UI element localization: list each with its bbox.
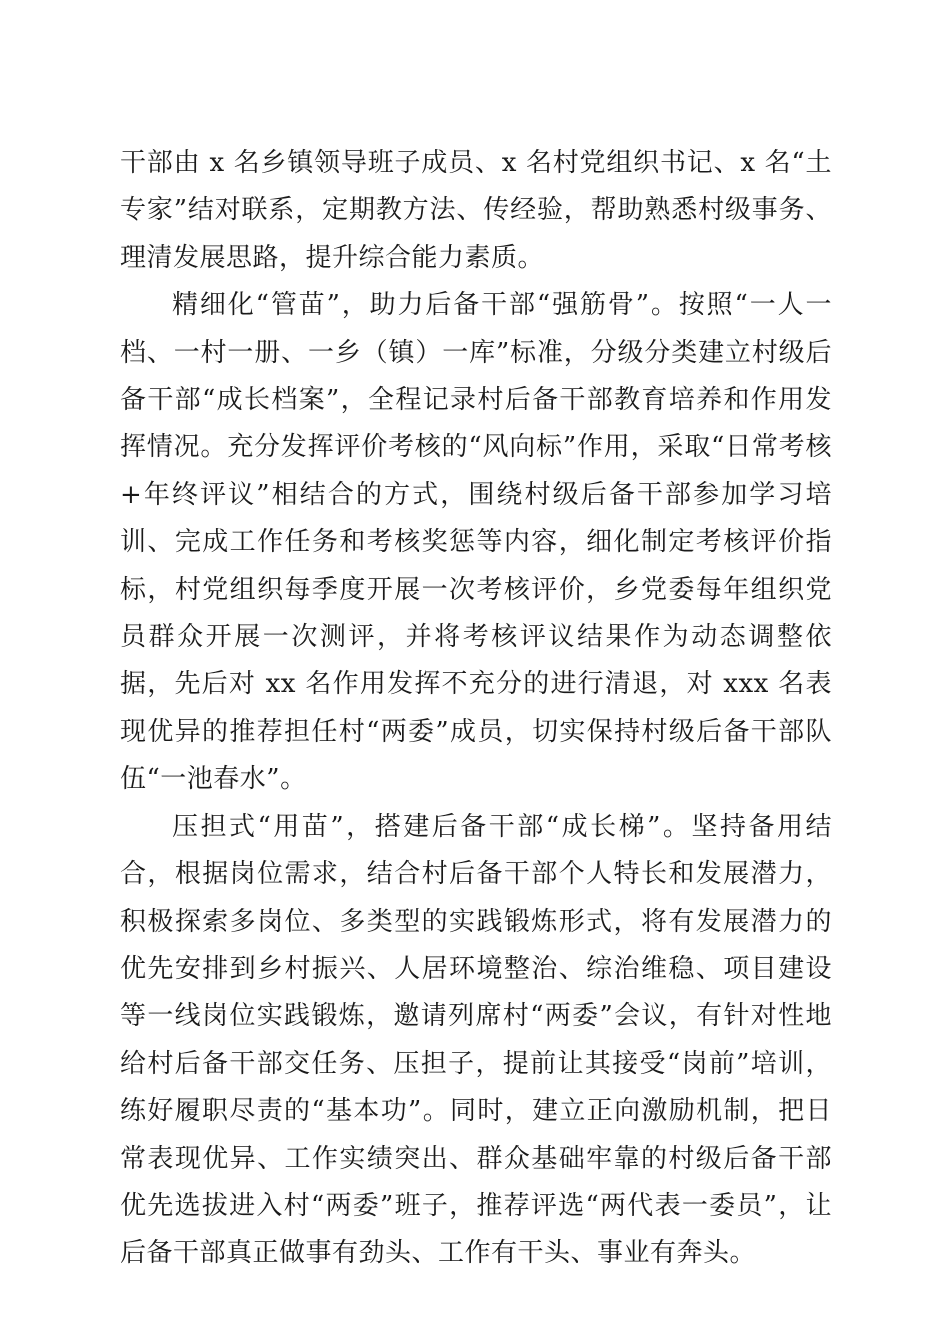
body-text: [120, 140, 832, 1278]
paragraph-refined-management: 精细化“管苗”，助力后备干部“强筋骨”。按照“一人一档、一村一册、一乡（镇）一库”标准，分级分类建立村级后备干部“成长档案”，全程记录村后备干部教育培养和作用发挥情况。充分发挥评价考核的“风向标”作用，采取“日常考核+年终评议”相结合的方式，围绕村级后备干部参加学习培训、完成工作任务和考核奖惩等内容，细化制定考核评价指标，村党组织每季度开展一次考核评价，乡党委每年组织党员群众开展一次测评，并将考核评议结果作为动态调整依据，先后对 xx 名作用发挥不充分的进行清退，对 xxx 名表现优异的推荐担任村“两委”成员，切实保持村级后备干部队伍“一池春水”。: [120, 290, 832, 795]
paragraph-continuation: 干部由 x 名乡镇领导班子成员、x 名村党组织书记、x 名“土专家”结对联系，定期教方法、传经验，帮助熟悉村级事务、理清发展思路，提升综合能力素质。: [120, 148, 832, 273]
paragraph-responsibility-use: 压担式“用苗”，搭建后备干部“成长梯”。坚持备用结合，根据岗位需求，结合村后备干部个人特长和发展潜力，积极探索多岗位、多类型的实践锻炼形式，将有发展潜力的优先安排到乡村振兴、人居环境整治、综治维稳、项目建设等一线岗位实践锻炼，邀请列席村“两委”会议，有针对性地给村后备干部交任务、压担子，提前让其接受“岗前”培训，练好履职尽责的“基本功”。同时，建立正向激励机制，把日常表现优异、工作实绩突出、群众基础牢靠的村级后备干部优先选拔进入村“两委”班子，推荐评选“两代表一委员”，让后备干部真正做事有劲头、工作有干头、事业有奔头。: [120, 811, 832, 1269]
